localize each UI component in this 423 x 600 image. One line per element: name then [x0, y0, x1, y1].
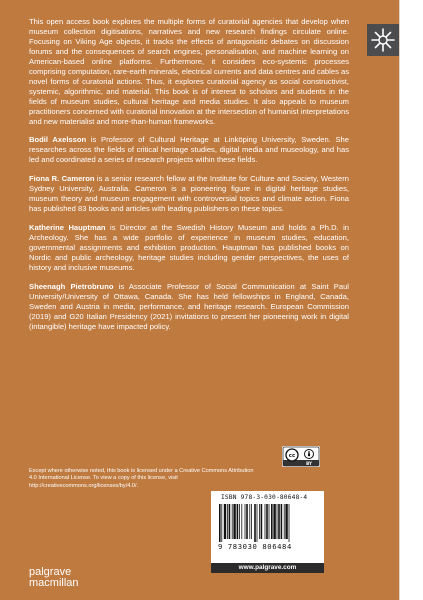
author-bio: [29, 223, 349, 273]
barcode-bar: [261, 504, 263, 539]
author-bio: [29, 135, 349, 165]
barcode-bar: [281, 504, 283, 539]
barcode-bar: [229, 504, 231, 539]
barcode-bar: [254, 504, 256, 542]
author-bio: [29, 174, 349, 214]
author-bio-text: is Director at the Swedish History Museum and holds a Ph.D. in Archeology. She has a wide portfolio of experience in museum studies, education, governmental assignments and exhibition production. Hauptman has published books on Nordic and public archeology, heritage studies including gender perspectives, the uses of history and inclusive museums.: [29, 223, 349, 272]
barcode-bar: [271, 504, 273, 539]
book-description: This open access book explores the multiple forms of curatorial agencies that develop when museum collection digitisations, narratives and new research findings circulate online. Focusing on Viking Age objects, it tracks the effects of antagonistic debates on discussion forums and the consequences of search engines, personalisation, and machine learning on American-based online platforms. Furthermore, it considers eco-systemic processes comprising computation, rare-earth minerals, electrical currents and data centres and cables as novel forms of curatorial actions. Thus, it explores curatorial agency as social constructivist, systemic, algorithmic, and material. This book is of interest to scholars and students in the fields of museum studies, cultural heritage and media studies. It also appeals to museum practitioners concerned with curatorial innovation at the intersection of humanist interpretations and new materialist and more-than-human frameworks.: [29, 17, 349, 126]
barcode-bar: [233, 504, 235, 539]
publisher-name-line1: palgrave: [29, 566, 72, 578]
barcode-bar: [227, 504, 228, 539]
barcode-bar: [246, 504, 248, 539]
author-name: Sheenagh Pietrobruno: [29, 282, 114, 291]
barcode-bar: [266, 504, 268, 539]
barcode-bar: [251, 504, 252, 539]
barcode-bar: [265, 504, 266, 539]
barcode-bar: [232, 504, 233, 539]
ean-digits: 9 783030 806484: [218, 542, 292, 551]
barcode-bar: [249, 504, 250, 539]
barcode-bar: [259, 504, 260, 539]
publisher-name-line2: macmillan: [29, 577, 79, 589]
barcode-bar: [219, 504, 221, 542]
barcode-bar: [273, 504, 275, 539]
barcode-bar: [221, 504, 222, 542]
cc-by-badge: [282, 446, 320, 467]
barcode-bar: [224, 504, 226, 539]
author-name: Bodil Axelsson: [29, 135, 87, 144]
publisher-website[interactable]: www.palgrave.com: [211, 563, 324, 573]
barcode-icon: [219, 504, 316, 542]
author-bio-text: is a senior research fellow at the Institute for Culture and Society, Western Sydney University, Australia. Cameron is a pioneering figure in digital heritage studies, museum theory and museum engagement with controversial topics and climate action. Fiona has published 83 books and articles with leading publishers on these topics.: [29, 174, 349, 213]
barcode-bar: [284, 504, 285, 539]
barcode-bar: [237, 504, 239, 539]
open-access-logo: [367, 24, 399, 56]
barcode-bar: [241, 504, 242, 539]
barcode-bar: [239, 504, 240, 539]
cc-by-label: BY: [306, 461, 312, 466]
barcode-bar: [289, 504, 290, 542]
cc-by-license-icon: [282, 446, 320, 467]
barcode-bar: [277, 504, 278, 539]
page-edge-line: [399, 0, 400, 600]
author-bio-text: is Associate Professor of Social Communication at Saint Paul University/University of Ottawa, Canada. She has held fellowships in England, Canada, Sweden and Austria in media, performance, and heritage research. European Commission (2019) and G20 Italian Presidency (2021) invitations to present her pioneering work in digital (intangible) heritage have impacted policy.: [29, 282, 349, 331]
barcode-bar: [245, 504, 246, 539]
license-notice: Except where otherwise noted, this book is licensed under a Creative Commons Attribution 4.0 International License. To view a copy of this license, visit http://creativecommons.org/licenses/by/4.0/.: [29, 468, 254, 489]
author-bio-text: is Professor of Cultural Heritage at Linköping University, Sweden. She researches across the fields of critical heritage studies, digital media and museology, and has led and coordinated a series of research projects within these fields.: [29, 135, 349, 164]
barcode-bar: [278, 504, 280, 539]
barcode-bar: [269, 504, 270, 539]
back-cover-text: [29, 17, 349, 341]
spine-edge: [399, 0, 423, 600]
barcode-panel: [211, 491, 324, 563]
barcode-bar: [285, 504, 287, 539]
author-name: Fiona R. Cameron: [29, 174, 95, 183]
author-name: Katherine Hauptman: [29, 223, 106, 232]
publisher-logo: [29, 567, 79, 589]
springer-open-access-icon: [367, 24, 399, 56]
barcode-bar: [257, 504, 258, 542]
svg-text:cc: cc: [288, 453, 296, 460]
isbn-label: ISBN 978-3-030-80648-4: [221, 494, 308, 501]
author-bio: [29, 282, 349, 332]
